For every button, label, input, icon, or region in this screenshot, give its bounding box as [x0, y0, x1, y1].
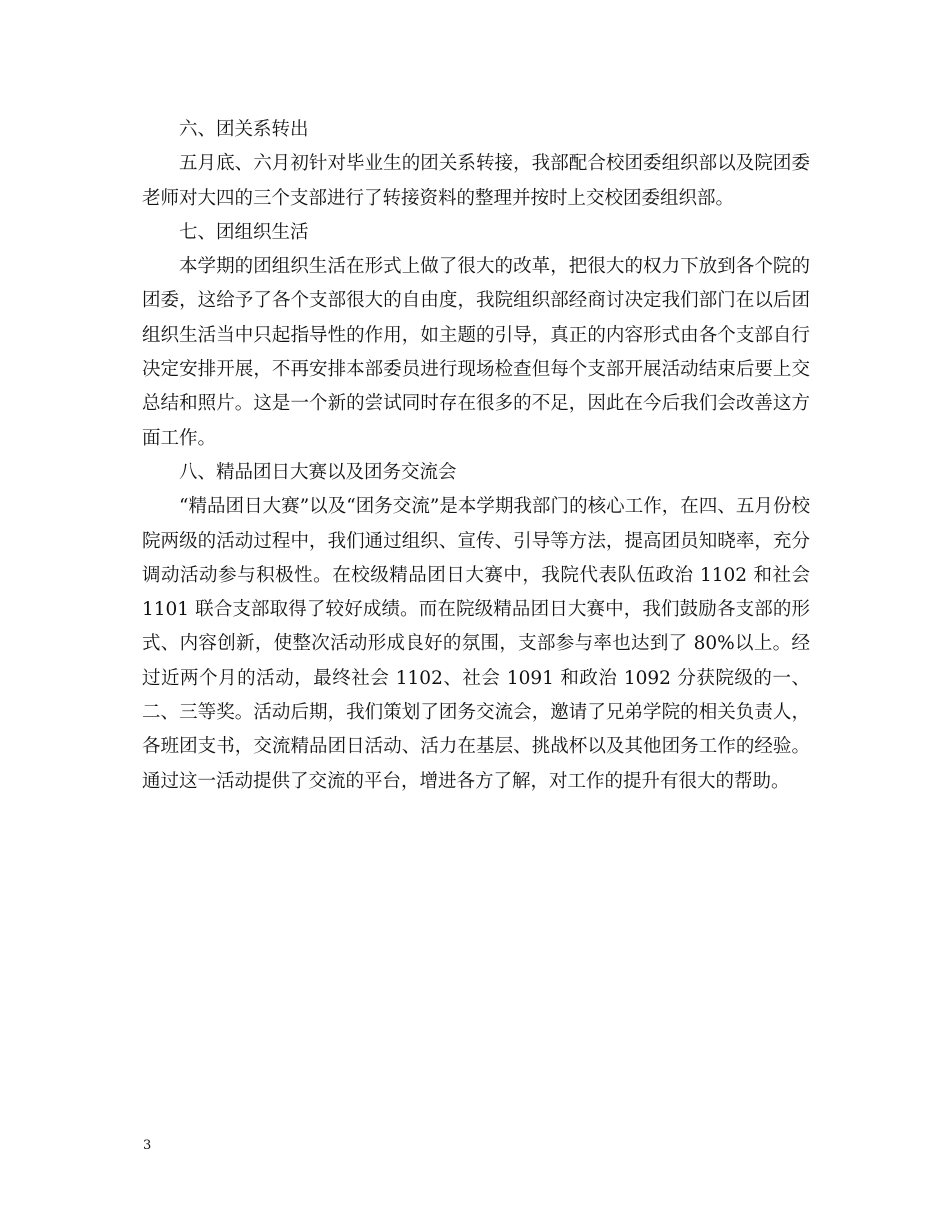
section-paragraph-6: 五月底、六月初针对毕业生的团关系转接，我部配合校团委组织部以及院团委老师对大四的三个支部进行了转接资料的整理并按时上交校团委组织部。 [142, 153, 810, 209]
section-paragraph-7: 本学期的团组织生活在形式上做了很大的改革，把很大的权力下放到各个院的团委，这给予了各个支部很大的自由度，我院组织部经商讨决定我们部门在以后团组织生活当中只起指导性的作用，如主题的引导，真正的内容形式由各个支部自行决定安排开展，不再安排本部委员进行现场检查但每个支部开展活动结束后要上交总结和照片。这是一个新的尝试同时存在很多的不足，因此在今后我们会改善这方面工作。 [142, 256, 810, 449]
section-heading-8: 八、精品团日大赛以及团务交流会 [179, 461, 457, 483]
page-number: 3 [143, 1138, 152, 1153]
section-heading-6: 六、团关系转出 [179, 119, 309, 140]
section-heading-7: 七、团组织生活 [179, 221, 309, 243]
document-body [142, 113, 810, 799]
section-paragraph-8: “精品团日大赛”以及“团务交流”是本学期我部门的核心工作，在四、五月份校院两级的活动过程中，我们通过组织、宣传、引导等方法，提高团员知晓率，充分调动活动参与积极性。在校级精品团日大赛中，我院代表队伍政治 1102 和社会 1101 联合支部取得了较好成绩。而在院级精品团日大赛中，我们鼓励各支部的形式、内容创新，使整次活动形成良好的氛围，支部参与率也达到了 80%以上。经过近两个月的活动，最终社会 1102、社会 1091 和政治 1092 分获院级的一、二、三等奖。活动后期，我们策划了团务交流会，邀请了兄弟学院的相关负责人，各班团支书，交流精品团日活动、活力在基层、挑战杯以及其他团务工作的经验。通过这一活动提供了交流的平台，增进各方了解，对工作的提升有很大的帮助。 [142, 496, 810, 792]
